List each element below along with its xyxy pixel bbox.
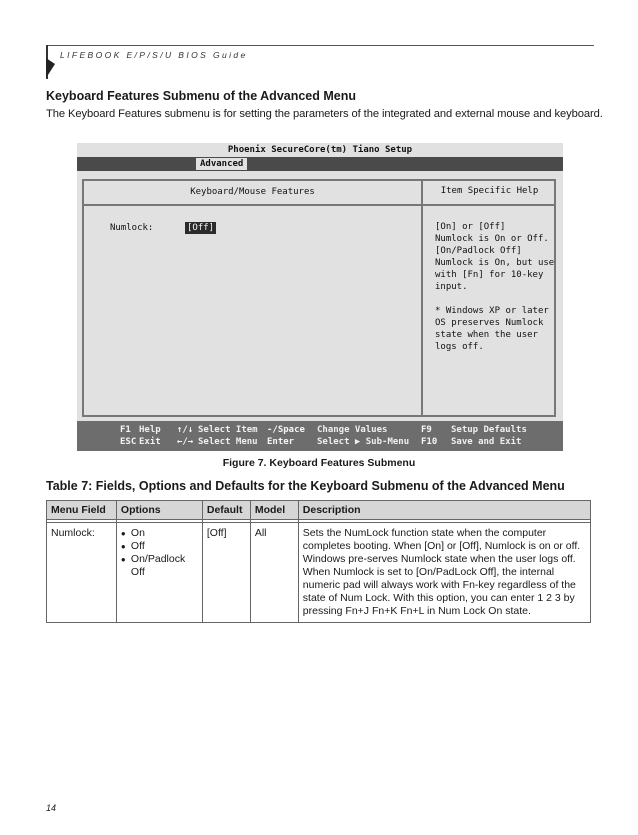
numlock-value[interactable]: [Off] bbox=[187, 223, 215, 233]
col-header-default: Default bbox=[202, 501, 250, 520]
enter-label: Select ▶ Sub-Menu bbox=[317, 437, 410, 447]
header-corner-mark bbox=[46, 58, 55, 78]
section-intro: The Keyboard Features submenu is for setting the parameters of the integrated and external mouse and keyboard. bbox=[46, 108, 603, 120]
cell-model: All bbox=[250, 523, 298, 623]
panel-divider-vertical bbox=[421, 181, 423, 415]
f9-label: Setup Defaults bbox=[451, 425, 527, 435]
bios-footer bbox=[77, 421, 563, 451]
help-line: OS preserves Numlock bbox=[435, 318, 544, 328]
help-line: * Windows XP or later bbox=[435, 306, 549, 316]
f10-key[interactable]: F10 bbox=[421, 437, 438, 447]
updown-label: Select Item bbox=[198, 425, 258, 435]
help-line: Numlock is On or Off. bbox=[435, 234, 549, 244]
help-line: Numlock is On, but use bbox=[435, 258, 555, 268]
help-title: Item Specific Help bbox=[440, 186, 539, 196]
help-line: logs off. bbox=[435, 342, 484, 352]
leftright-key[interactable]: ←/→ bbox=[177, 437, 194, 447]
leftright-label: Select Menu bbox=[198, 437, 258, 447]
table-header-row bbox=[47, 501, 591, 520]
page-number: 14 bbox=[46, 803, 57, 813]
table-row bbox=[47, 523, 591, 623]
cell-default: [Off] bbox=[202, 523, 250, 623]
esc-key[interactable]: ESC bbox=[120, 437, 137, 447]
col-header-options: Options bbox=[116, 501, 202, 520]
f1-label: Help bbox=[139, 425, 161, 435]
enter-key[interactable]: Enter bbox=[267, 437, 295, 447]
guide-title: LIFEBOOK E/P/S/U BIOS Guide bbox=[60, 50, 248, 60]
help-line: input. bbox=[435, 282, 468, 292]
f10-label: Save and Exit bbox=[451, 437, 522, 447]
table-title: Table 7: Fields, Options and Defaults for the Keyboard Submenu of the Advanced Menu bbox=[46, 479, 565, 493]
option-item: ● On/Padlock Off bbox=[121, 553, 198, 579]
tab-advanced[interactable]: Advanced bbox=[196, 158, 247, 170]
option-item: ● On bbox=[121, 527, 198, 540]
col-header-menu-field: Menu Field bbox=[47, 501, 117, 520]
help-line: state when the user bbox=[435, 330, 538, 340]
section-title: Keyboard Features Submenu of the Advanced Menu bbox=[46, 89, 357, 103]
esc-label: Exit bbox=[139, 437, 161, 447]
updown-key[interactable]: ↑/↓ bbox=[177, 425, 194, 435]
col-header-description: Description bbox=[298, 501, 590, 520]
cell-options bbox=[116, 523, 202, 623]
col-header-model: Model bbox=[250, 501, 298, 520]
option-item: ● Off bbox=[121, 540, 198, 553]
bios-menubar bbox=[77, 157, 563, 171]
f1-key[interactable]: F1 bbox=[120, 425, 131, 435]
f9-key[interactable]: F9 bbox=[421, 425, 432, 435]
help-line: [On] or [Off] bbox=[435, 222, 506, 232]
options-list bbox=[121, 527, 198, 579]
options-table bbox=[46, 500, 591, 623]
figure-caption: Figure 7. Keyboard Features Submenu bbox=[222, 457, 416, 469]
cell-field: Numlock: bbox=[47, 523, 117, 623]
space-key[interactable]: -/Space bbox=[267, 425, 305, 435]
help-text bbox=[435, 221, 555, 353]
bios-panel bbox=[82, 179, 556, 417]
bios-screenshot bbox=[77, 143, 563, 451]
space-label: Change Values bbox=[317, 425, 388, 435]
help-line: with [Fn] for 10-key bbox=[435, 270, 544, 280]
numlock-label: Numlock: bbox=[110, 223, 154, 233]
panel-title: Keyboard/Mouse Features bbox=[190, 187, 315, 197]
cell-description: Sets the NumLock function state when the computer completes booting. When [On] or [Off], Numlock is on or off. Windows pre-serves Numlock state when the user logs off. When Numlock is set to [On/PadLock Off], the internal numeric pad will always work with Fn-key regardless of the state of Num Lock. With this option, you can enter 1 2 3 by pressing Fn+J Fn+K Fn+L in Num Lock On state. bbox=[298, 523, 590, 623]
bios-title: Phoenix SecureCore(tm) Tiano Setup bbox=[227, 145, 413, 155]
header-rule bbox=[46, 45, 594, 46]
help-line bbox=[435, 293, 555, 305]
help-line: [On/Padlock Off] bbox=[435, 246, 522, 256]
panel-divider-horizontal bbox=[84, 204, 554, 206]
